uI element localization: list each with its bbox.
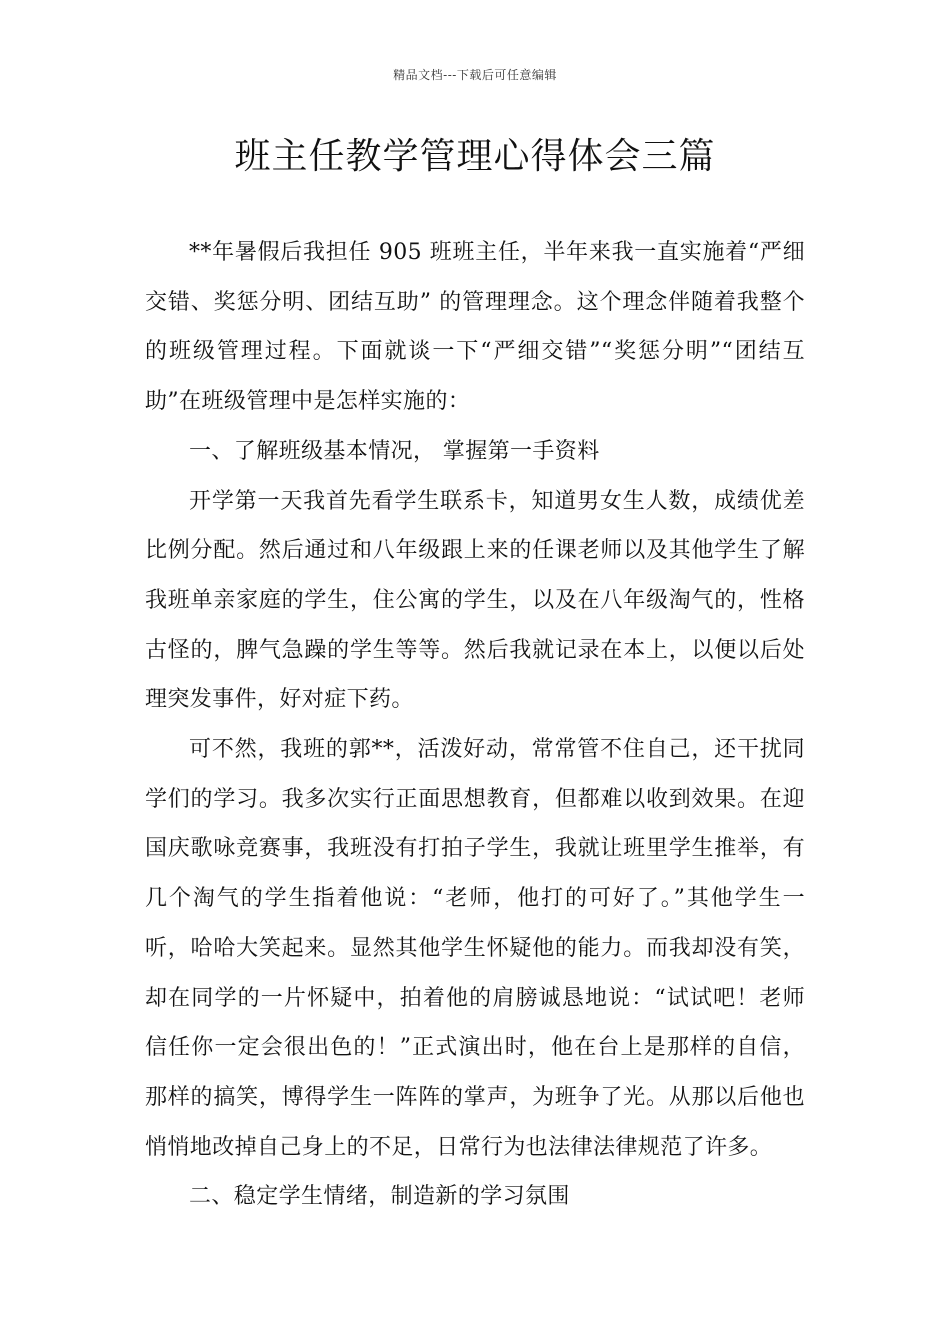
header-note: 精品文档---下载后可任意编辑 (393, 68, 557, 82)
section-heading-2: 二、稳定学生情绪，制造新的学习氛围 (189, 1184, 570, 1210)
document-title: 班主任教学管理心得体会三篇 (234, 136, 716, 177)
section-heading-1: 一、了解班级基本情况， 掌握第一手资料 (189, 438, 600, 464)
document-body (145, 228, 805, 1222)
paragraph-first-day: 开学第一天我首先看学生联系卡，知道男女生人数，成绩优差比例分配。然后通过和八年级跟上来的任课老师以及其他学生了解我班单亲家庭的学生，住公寓的学生，以及在八年级淘气的，性格古怪的，脾气急躁的学生等等。然后我就记录在本上，以便以后处理突发事件，好对症下药。 (145, 488, 805, 713)
paragraph-intro: **年暑假后我担任 905 班班主任，半年来我一直实施着“严细交错、奖惩分明、团结互助” 的管理理念。这个理念伴随着我整个的班级管理过程。下面就谈一下“严细交错”“奖惩分明”“团结互助”在班级管理中是怎样实施的： (145, 240, 805, 415)
paragraph-example: 可不然，我班的郭**，活泼好动，常常管不住自己，还干扰同学们的学习。我多次实行正面思想教育，但都难以收到效果。在迎国庆歌咏竞赛事，我班没有打拍子学生，我就让班里学生推举，有几个淘气的学生指着他说：“老师，他打的可好了。”其他学生一听，哈哈大笑起来。显然其他学生怀疑他的能力。而我却没有笑，却在同学的一片怀疑中，拍着他的肩膀诚恳地说：“试试吧！老师信任你一定会很出色的！”正式演出时，他在台上是那样的自信，那样的搞笑，博得学生一阵阵的掌声，为班争了光。从那以后他也悄悄地改掉自己身上的不足，日常行为也法律法律规范了许多。 (145, 737, 805, 1160)
